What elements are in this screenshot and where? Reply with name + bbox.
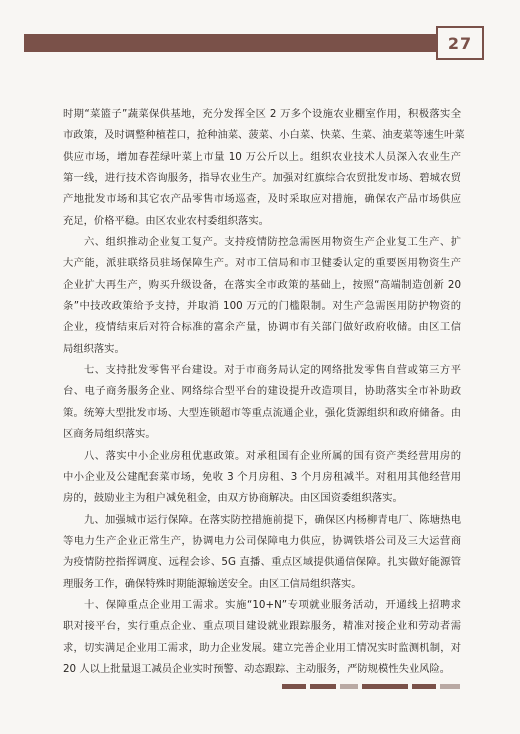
paragraph <box>63 104 465 232</box>
page-number: 27 <box>436 26 484 60</box>
footer-decoration <box>0 684 520 690</box>
text-line: 时期“菜篮子”蔬菜保供基地，充分发挥全区 2 万多个设施农业棚室作用，积极落实全 <box>63 108 461 120</box>
footer-mark <box>412 684 436 689</box>
text-line: 职对接平台，实行重点企业、重点项目建设就业跟踪服务，精准对接企业和劳动者需 <box>63 620 461 633</box>
text-line: 充足，价格平稳。由区农业农村委组织落实。 <box>63 214 269 227</box>
paragraph <box>63 232 461 360</box>
text-line: 供应市场，增加春茬绿叶菜上市量 10 万公斤以上。组织农业技术人员深入农业生产 <box>63 150 461 163</box>
footer-mark <box>440 684 460 689</box>
text-line: 产地批发市场和其它农产品零售市场巡查，及时采取应对措施，确保农产品市场供应 <box>63 193 461 206</box>
text-line: 等电力生产企业正常生产，协调电力公司保障电力供应，协调铁塔公司及三大运营商 <box>63 534 461 547</box>
text-line: 大产能，派驻联络员驻场保障生产。对市工信局和市卫健委认定的重要医用物资生产 <box>63 257 461 270</box>
paragraph <box>63 595 461 680</box>
text-line: 八、落实中小企业房租优惠政策。对承租国有企业所属的国有资产类经营用房的 <box>84 449 461 462</box>
text-line: 六、组织推动企业复工复产。支持疫情防控急需医用物资生产企业复工生产、扩 <box>84 236 461 249</box>
text-line: 区商务局组织落实。 <box>63 428 156 441</box>
text-line: 十、保障重点企业用工需求。实施“10+N”专项就业服务活动，开通线上招聘求 <box>84 598 461 611</box>
text-line: 理服务工作，确保特殊时期能源输送安全。由区工信局组织落实。 <box>63 577 362 590</box>
text-line: 第一线，进行技术咨询服务，指导农业生产。加强对红旗综合农贸批发市场、碧城农贸 <box>63 172 461 185</box>
text-line: 中小企业及公建配套菜市场，免收 3 个月房租、3 个月房租减半。对租用其他经营用 <box>63 470 461 483</box>
text-line: 局组织落实。 <box>63 342 125 355</box>
footer-mark <box>362 684 408 689</box>
text-line: 市政策，及时调整种植茬口，抢种油菜、菠菜、小白菜、快菜、生菜、油麦菜等速生叶菜 <box>63 129 465 142</box>
footer-mark <box>282 684 306 689</box>
text-line: 求，切实满足企业用工需求，助力企业发展。建立完善企业用工情况实时监测机制，对 <box>63 641 461 654</box>
text-line: 台、电子商务服务企业、网络综合型平台的建设提升改造项目，协助落实全市补助政 <box>63 385 461 398</box>
paragraph <box>63 510 461 595</box>
body-text <box>63 104 465 680</box>
footer-mark <box>340 684 358 689</box>
text-line: 20 人以上批量退工减员企业实时预警、动态跟踪、主动服务，严防规模性失业风险。 <box>63 662 451 675</box>
text-line: 为疫情防控指挥调度、远程会诊、5G 直播、重点区域提供通信保障。扎实做好能源管 <box>63 556 461 569</box>
text-line: 企业扩大再生产，购买升级设备，在落实全市政策的基础上，按照“高端制造创新 20 <box>63 278 461 291</box>
paragraph <box>63 360 461 445</box>
text-line: 九、加强城市运行保障。在落实防控措施前提下，确保区内杨柳青电厂、陈塘热电 <box>84 513 461 526</box>
header-bar <box>24 34 462 52</box>
text-line: 策。统筹大型批发市场、大型连锁超市等重点流通企业，强化货源组织和政府储备。由 <box>63 406 461 419</box>
footer-mark <box>310 684 336 689</box>
text-line: 房的，鼓励业主为租户减免租金，由双方协商解决。由区国资委组织落实。 <box>63 492 403 505</box>
text-line: 企业，疫情结束后对符合标准的富余产量，协调市有关部门做好政府收储。由区工信 <box>63 321 461 334</box>
paragraph <box>63 446 461 510</box>
text-line: 条”中技改政策给予支持，并取消 100 万元的门槛限制。对生产急需医用防护物资的 <box>63 300 461 313</box>
text-line: 七、支持批发零售平台建设。对于市商务局认定的网络批发零售自营或第三方平 <box>84 364 461 377</box>
